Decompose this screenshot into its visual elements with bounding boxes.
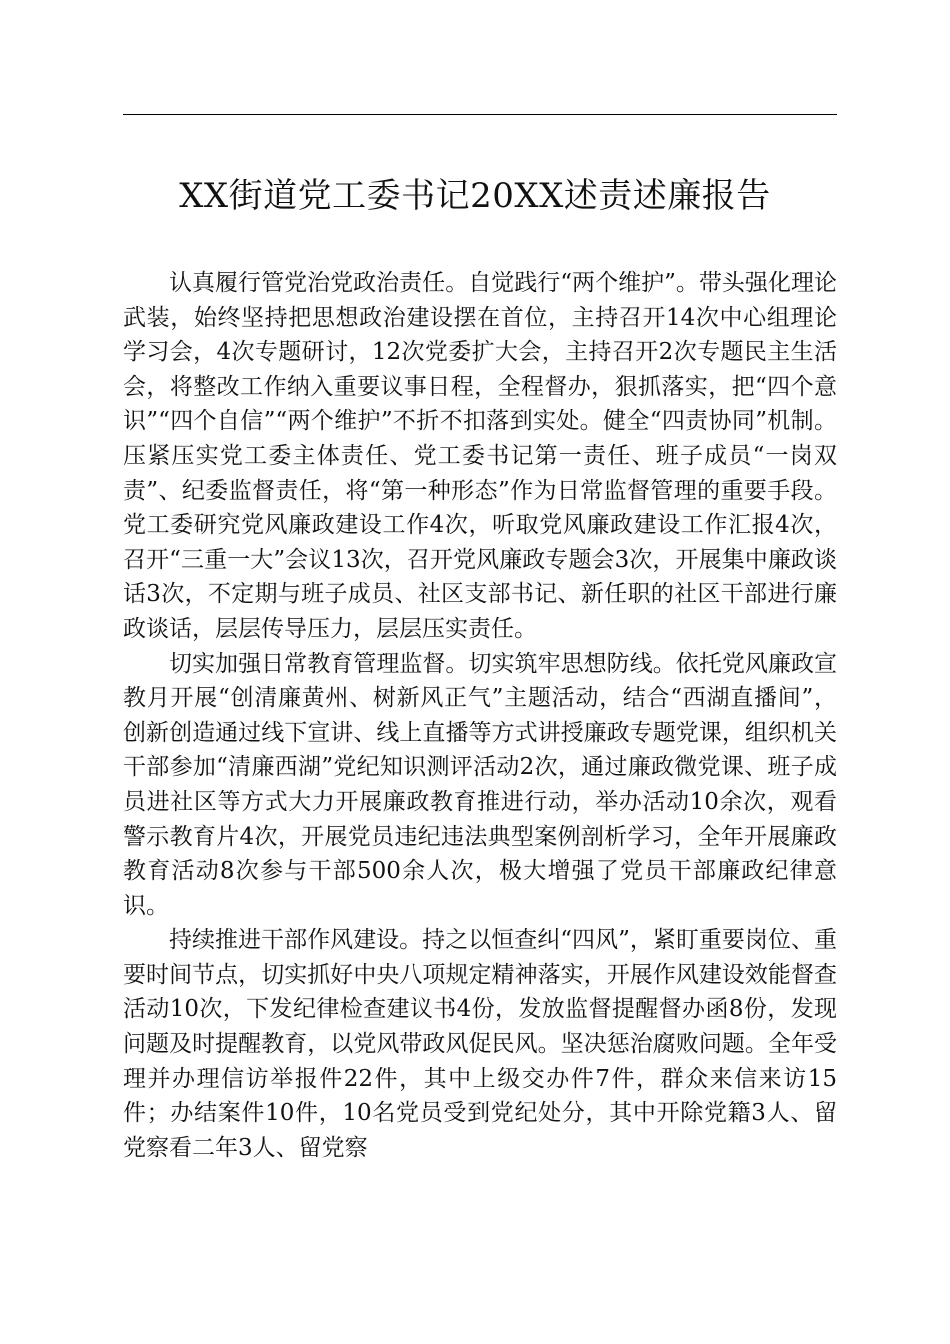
header-rule: [123, 114, 837, 115]
paragraph-education-supervision: 切实加强日常教育管理监督。切实筑牢思想防线。依托党风廉政宣教月开展“创清廉黄州、树新风正气”主题活动，结合“西湖直播间”，创新创造通过线下宣讲、线上直播等方式讲授廉政专题党课，组织机关干部参加“清廉西湖”党纪知识测评活动2次，通过廉政微党课、班子成员进社区等方式大力开展廉政教育推进行动，举办活动10余次，观看警示教育片4次，开展党员违纪违法典型案例剖析学习，全年开展廉政教育活动8次参与干部500余人次，极大增强了党员干部廉政纪律意识。: [123, 650, 837, 919]
paragraph-work-style: 持续推进干部作风建设。持之以恒查纠“四风”，紧盯重要岗位、重要时间节点，切实抓好中央八项规定精神落实，开展作风建设效能督查活动10次，下发纪律检查建议书4份，发放监督提醒督办函8份，发现问题及时提醒教育，以党风带政风促民风。坚决惩治腐败问题。全年受理并办理信访举报件22件，其中上级交办件7件，群众来信来访15件；办结案件10件，10名党员受到党纪处分，其中开除党籍3人、留党察看二年3人、留党察: [123, 927, 837, 1161]
document-title: XX街道党工委书记20XX述责述廉报告: [179, 176, 771, 216]
paragraph-responsibility: 认真履行管党治党政治责任。自觉践行“两个维护”。带头强化理论武装，始终坚持把思想政治建设摆在首位，主持召开14次中心组理论学习会，4次专题研讨，12次党委扩大会，主持召开2次专题民主生活会，将整改工作纳入重要议事日程，全程督办，狠抓落实，把“四个意识”“四个自信”“两个维护”不折不扣落到实处。健全“四责协同”机制。压紧压实党工委主体责任、党工委书记第一责任、班子成员“一岗双责”、纪委监督责任，将“第一种形态”作为日常监督管理的重要手段。党工委研究党风廉政建设工作4次，听取党风廉政建设工作汇报4次，召开“三重一大”会议13次，召开党风廉政专题会3次，开展集中廉政谈话3次，不定期与班子成员、社区支部书记、新任职的社区干部进行廉政谈话，层层传导压力，层层压实责任。: [123, 270, 837, 642]
document-body: [123, 266, 837, 1165]
